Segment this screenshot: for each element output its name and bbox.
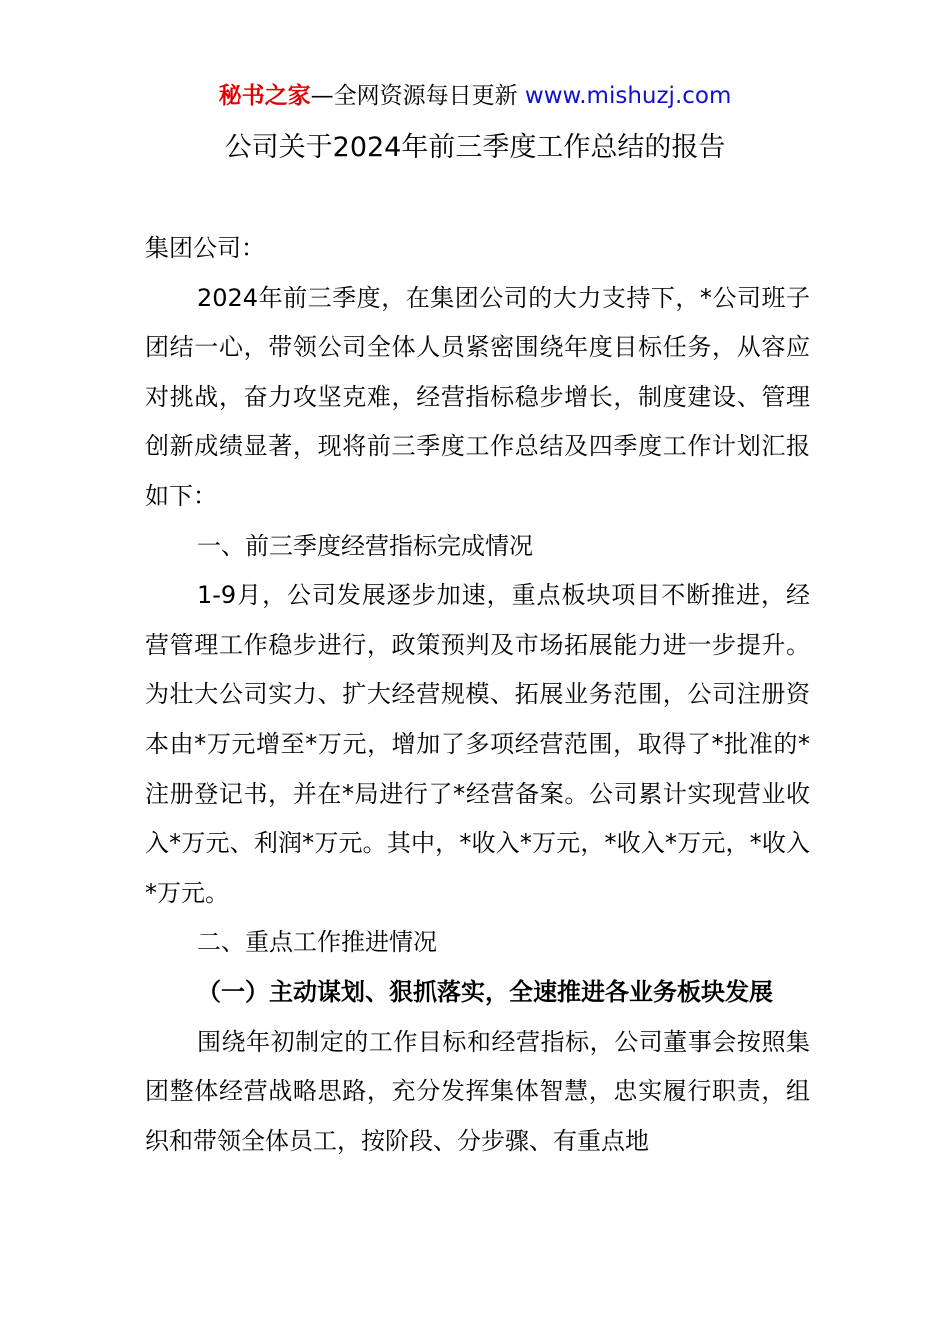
site-tagline: —全网资源每日更新 — [310, 83, 518, 109]
site-header — [0, 80, 950, 112]
subsection-1-heading: （一）主动谋划、狠抓落实，全速推进各业务板块发展 — [197, 977, 773, 1006]
intro-paragraph: 2024年前三季度，在集团公司的大力支持下，*公司班子团结一心，带领公司全体人员紧密围绕年度目标任务，从容应对挑战，奋力攻坚克难，经营指标稳步增长，制度建设、管理创新成绩显著，现将前三季度工作总结及四季度工作计划汇报如下： — [145, 283, 810, 510]
subsection-1-paragraph: 围绕年初制定的工作目标和经营指标，公司董事会按照集团整体经营战略思路，充分发挥集体智慧，忠实履行职责，组织和带领全体员工，按阶段、分步骤、有重点地 — [145, 1027, 810, 1155]
section-1-paragraph: 1-9月，公司发展逐步加速，重点板块项目不断推进，经营管理工作稳步进行，政策预判及市场拓展能力进一步提升。为壮大公司实力、扩大经营规模、拓展业务范围，公司注册资本由*万元增至*万元，增加了多项经营范围，取得了*批准的*注册登记书，并在*局进行了*经营备案。公司累计实现营业收入*万元、利润*万元。其中，*收入*万元，*收入*万元，*收入*万元。 — [145, 581, 810, 907]
salutation: 集团公司： — [145, 234, 265, 262]
document-title: 公司关于2024年前三季度工作总结的报告 — [224, 132, 726, 163]
site-brand: 秘书之家 — [218, 83, 311, 109]
document-body — [145, 224, 810, 1166]
section-2-heading: 二、重点工作推进情况 — [197, 928, 437, 957]
site-url-link[interactable]: www.mishuzj.com — [524, 83, 732, 109]
section-1-heading: 一、前三季度经营指标完成情况 — [197, 531, 533, 560]
